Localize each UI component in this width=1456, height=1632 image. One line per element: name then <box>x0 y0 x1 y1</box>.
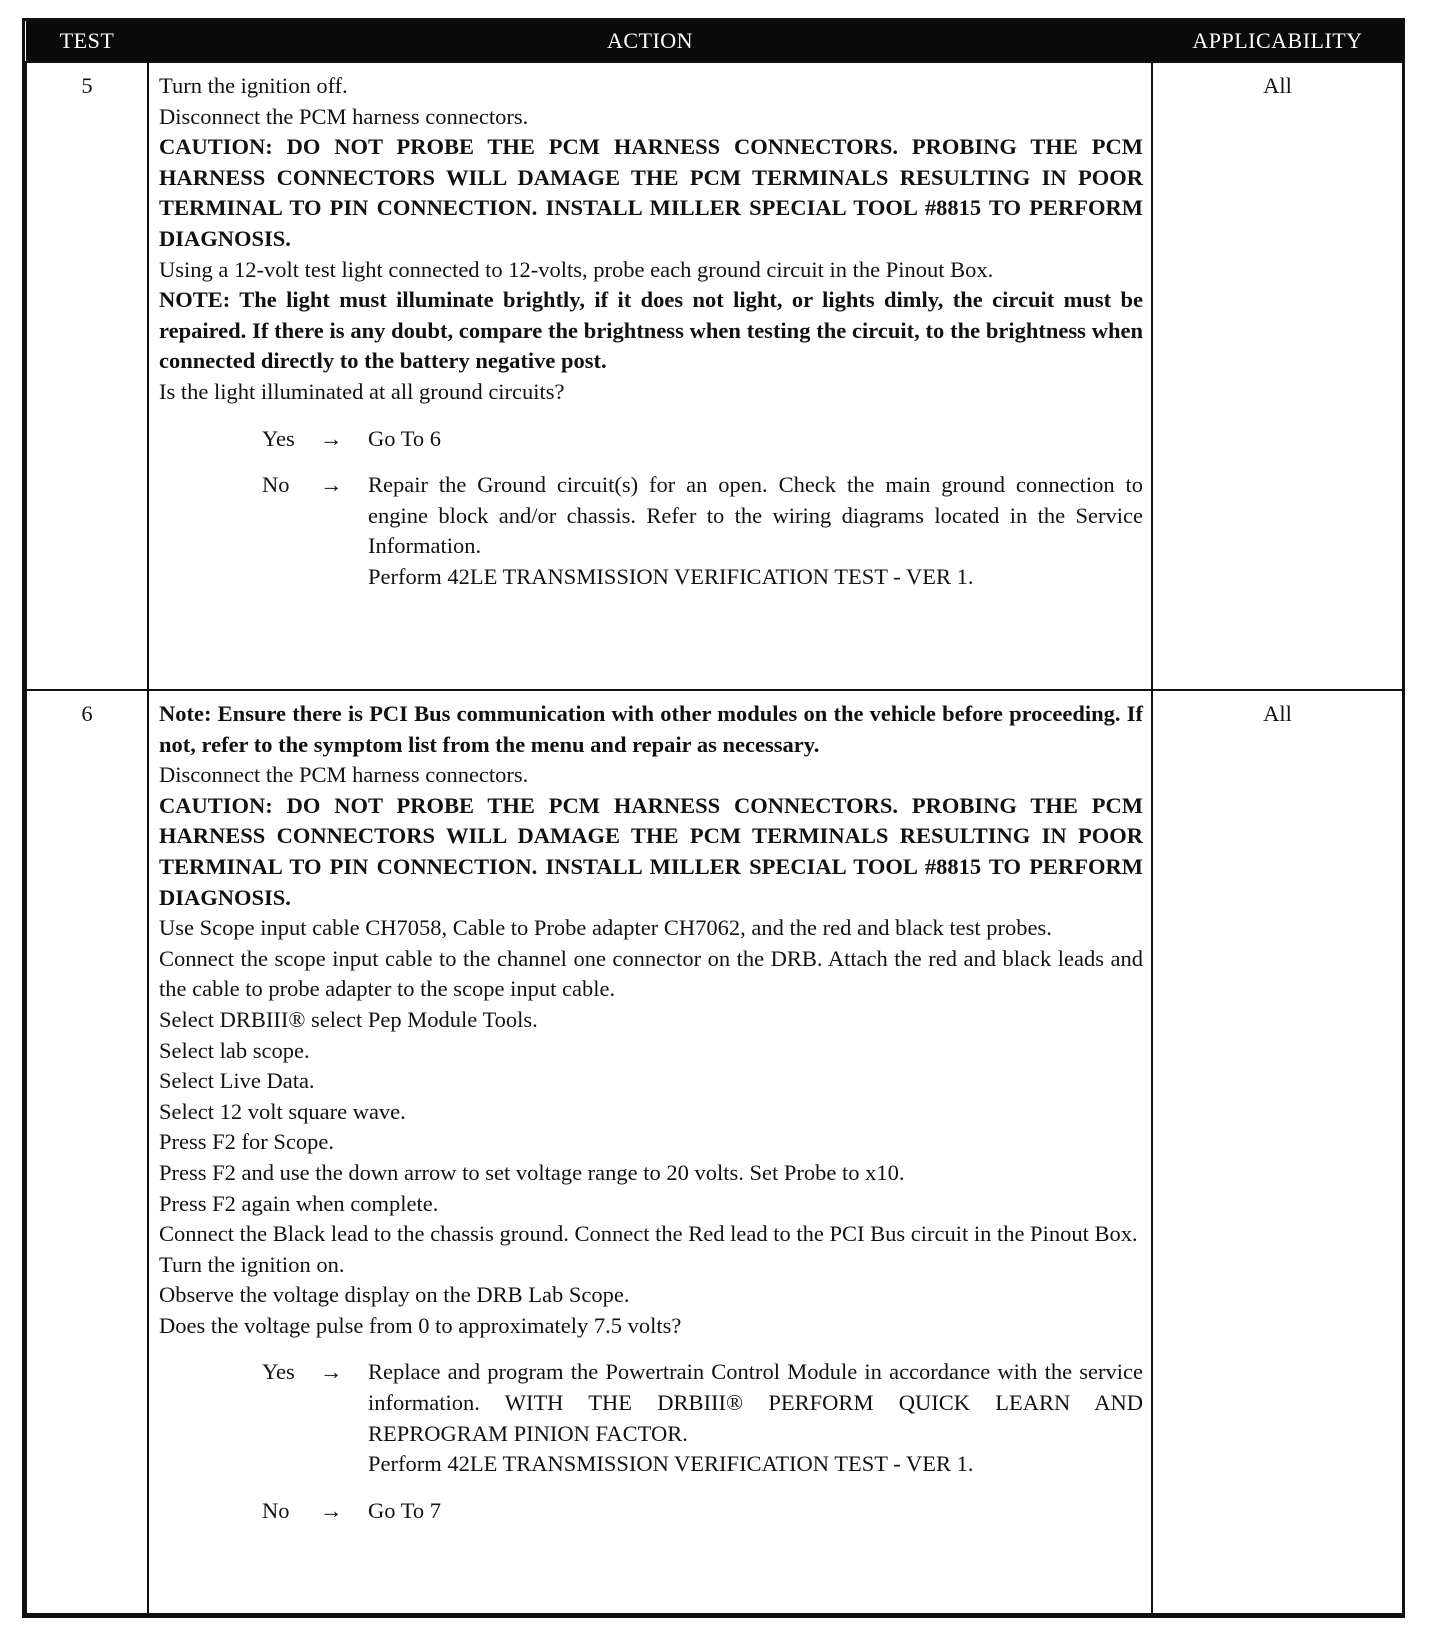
action-step: Disconnect the PCM harness connectors. <box>159 762 529 788</box>
action-step: Select DRBIII® select Pep Module Tools. <box>159 1006 538 1032</box>
applicability-cell: All <box>1152 62 1403 690</box>
yes-result <box>368 1357 1143 1479</box>
test-number: 6 <box>26 690 148 1614</box>
action-step: Using a 12-volt test light connected to 12-volts, probe each ground circuit in the Pinout Box. <box>159 256 994 282</box>
action-cell <box>148 690 1152 1614</box>
diagnostic-table-sheet <box>22 18 1405 1618</box>
action-step: Press F2 for Scope. <box>159 1129 334 1155</box>
header-applicability: APPLICABILITY <box>1152 21 1403 62</box>
verification-text: Perform 42LE TRANSMISSION VERIFICATION TEST - VER 1. <box>368 563 974 589</box>
test-number: 5 <box>26 62 148 690</box>
action-step: Select lab scope. <box>159 1037 310 1063</box>
action-step: Connect the scope input cable to the channel one connector on the DRB. Attach the red and black leads and the cable to probe adapter to the scope input cable. <box>159 945 1143 1002</box>
diagnostic-table <box>25 21 1404 1615</box>
question-text: Does the voltage pulse from 0 to approximately 7.5 volts? <box>159 1312 682 1338</box>
no-branch <box>262 470 1143 592</box>
note-text: NOTE: The light must illuminate brightly, if it does not light, or lights dimly, the circuit must be repaired. If there is any doubt, compare the brightness when testing the circuit, to the brightness when connected directly to the battery negative post. <box>159 287 1143 374</box>
no-label: No <box>262 1497 290 1523</box>
action-step: Select Live Data. <box>159 1068 315 1094</box>
caution-text: CAUTION: DO NOT PROBE THE PCM HARNESS CONNECTORS. PROBING THE PCM HARNESS CONNECTORS WILL DAMAGE THE PCM TERMINALS RESULTING IN POOR TERMINAL TO PIN CONNECTION. INSTALL MILLER SPECIAL TOOL #8815 TO PERFORM DIAGNOSIS. <box>159 792 1143 910</box>
note-text: Note: Ensure there is PCI Bus communication with other modules on the vehicle before proceeding. If not, refer to the symptom list from the menu and repair as necessary. <box>159 701 1143 757</box>
no-result-text: Repair the Ground circuit(s) for an open. Check the main ground connection to engine block and/or chassis. Refer to the wiring diagrams located in the Service Information. <box>368 472 1143 559</box>
yes-result: Go To 6 <box>368 425 442 451</box>
question-text: Is the light illuminated at all ground circuits? <box>159 378 565 404</box>
no-result <box>368 470 1143 592</box>
action-step: Press F2 again when complete. <box>159 1190 439 1216</box>
header-test: TEST <box>26 21 148 62</box>
action-step: Turn the ignition off. <box>159 73 348 98</box>
no-branch <box>262 1496 1143 1527</box>
right-arrow-icon: → <box>320 1359 343 1385</box>
header-action: ACTION <box>148 21 1152 62</box>
yes-label: Yes <box>262 1359 295 1385</box>
action-step: Disconnect the PCM harness connectors. <box>159 103 529 129</box>
yes-label: Yes <box>262 425 295 451</box>
action-step: Select 12 volt square wave. <box>159 1098 406 1124</box>
yes-branch <box>262 424 1143 455</box>
action-cell <box>148 62 1152 690</box>
test-row-5 <box>26 62 1403 690</box>
yes-branch <box>262 1357 1143 1479</box>
right-arrow-icon: → <box>320 425 343 451</box>
test-row-6 <box>26 690 1403 1614</box>
verification-text: Perform 42LE TRANSMISSION VERIFICATION TEST - VER 1. <box>368 1451 974 1477</box>
no-result: Go To 7 <box>368 1497 442 1523</box>
no-label: No <box>262 472 290 498</box>
right-arrow-icon: → <box>320 472 343 498</box>
applicability-cell: All <box>1152 690 1403 1614</box>
action-step: Use Scope input cable CH7058, Cable to Probe adapter CH7062, and the red and black test probes. <box>159 915 1052 941</box>
caution-text: CAUTION: DO NOT PROBE THE PCM HARNESS CONNECTORS. PROBING THE PCM HARNESS CONNECTORS WILL DAMAGE THE PCM TERMINALS RESULTING IN POOR TERMINAL TO PIN CONNECTION. INSTALL MILLER SPECIAL TOOL #8815 TO PERFORM DIAGNOSIS. <box>159 134 1143 251</box>
header-row <box>26 21 1403 62</box>
yes-result-text: Replace and program the Powertrain Control Module in accordance with the service information. WITH THE DRBIII® PERFORM QUICK LEARN AND REPROGRAM PINION FACTOR. <box>368 1359 1143 1446</box>
right-arrow-icon: → <box>320 1497 343 1523</box>
action-step: Connect the Black lead to the chassis ground. Connect the Red lead to the PCI Bus circuit in the Pinout Box. <box>159 1221 1138 1247</box>
action-step: Press F2 and use the down arrow to set voltage range to 20 volts. Set Probe to x10. <box>159 1159 905 1185</box>
action-step: Observe the voltage display on the DRB Lab Scope. <box>159 1282 630 1308</box>
action-step: Turn the ignition on. <box>159 1251 345 1277</box>
